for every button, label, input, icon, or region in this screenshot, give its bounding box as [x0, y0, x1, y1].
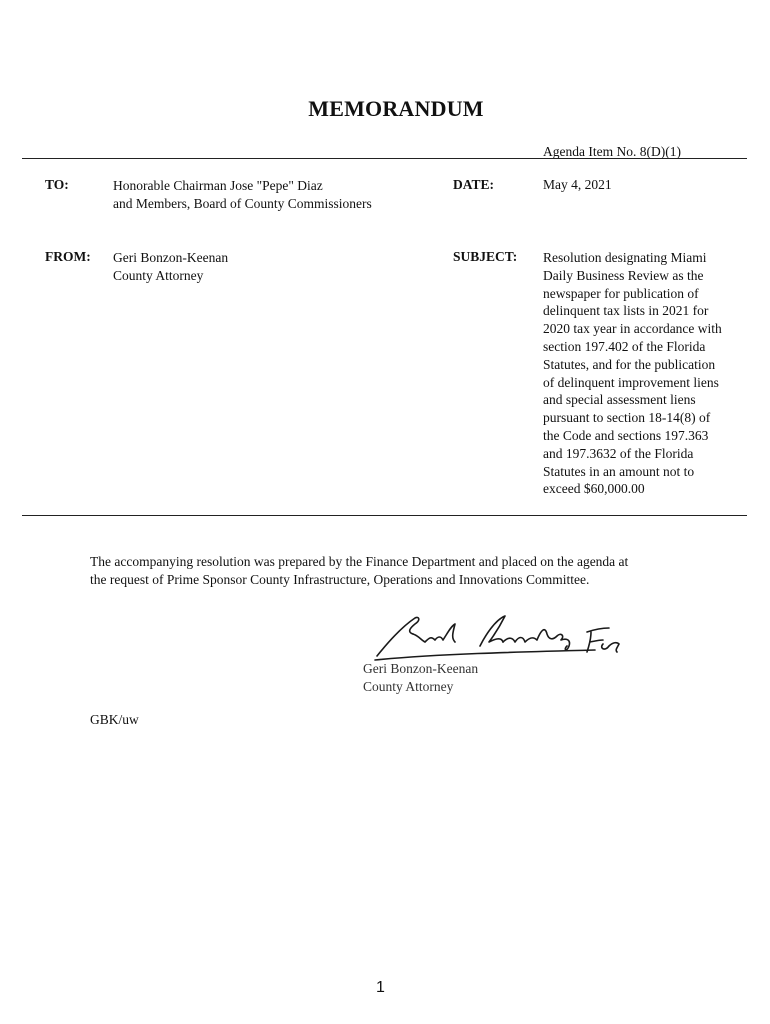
signatory-name: Geri Bonzon-Keenan	[363, 661, 479, 676]
handwritten-signature	[355, 606, 625, 666]
signatory-block	[363, 660, 478, 696]
to-label: TO:	[45, 177, 69, 192]
to-line: Honorable Chairman Jose "Pepe" Diaz	[113, 178, 323, 193]
subject-line: of delinquent improvement liens	[543, 374, 719, 390]
body-line: the request of Prime Sponsor County Infrastructure, Operations and Innovations Committee.	[90, 572, 590, 587]
page-number: 1	[376, 979, 385, 996]
to-recipient	[113, 177, 372, 213]
subject-line: pursuant to section 18-14(8) of	[543, 410, 711, 426]
subject-line: section 197.402 of the Florida	[543, 338, 706, 354]
from-label: FROM:	[45, 249, 91, 264]
from-sender	[113, 249, 228, 285]
signatory-title: County Attorney	[363, 679, 454, 694]
subject-line: Statutes, and for the publication	[543, 356, 716, 372]
subject-line: Daily Business Review as the	[543, 267, 704, 283]
typist-initials: GBK/uw	[90, 712, 139, 727]
subject-line: Statutes in an amount not to	[543, 463, 695, 479]
subject-line: newspaper for publication of	[543, 285, 699, 301]
subject-line: 2020 tax year in accordance with	[543, 321, 722, 337]
from-line: County Attorney	[113, 267, 204, 283]
subject-line: and special assessment liens	[543, 392, 696, 408]
to-line: and Members, Board of County Commissioners	[113, 195, 372, 211]
header-bottom-divider	[22, 515, 747, 516]
body-line: The accompanying resolution was prepared by the Finance Department and placed on the agenda at	[90, 554, 629, 569]
agenda-item-number: Agenda Item No. 8(D)(1)	[543, 144, 681, 159]
subject-line: delinquent tax lists in 2021 for	[543, 303, 709, 319]
subject-text	[543, 249, 758, 498]
subject-line: and 197.3632 of the Florida	[543, 445, 694, 461]
subject-label: SUBJECT:	[453, 249, 518, 264]
date-label: DATE:	[453, 177, 495, 192]
from-line: Geri Bonzon-Keenan	[113, 250, 229, 265]
date-value: May 4, 2021	[543, 177, 612, 192]
subject-line: the Code and sections 197.363	[543, 427, 709, 443]
memo-body	[90, 553, 700, 589]
subject-line: exceed $60,000.00	[543, 481, 645, 497]
top-divider	[22, 158, 747, 159]
subject-line: Resolution designating Miami	[543, 250, 707, 265]
memo-title: MEMORANDUM	[308, 96, 484, 121]
